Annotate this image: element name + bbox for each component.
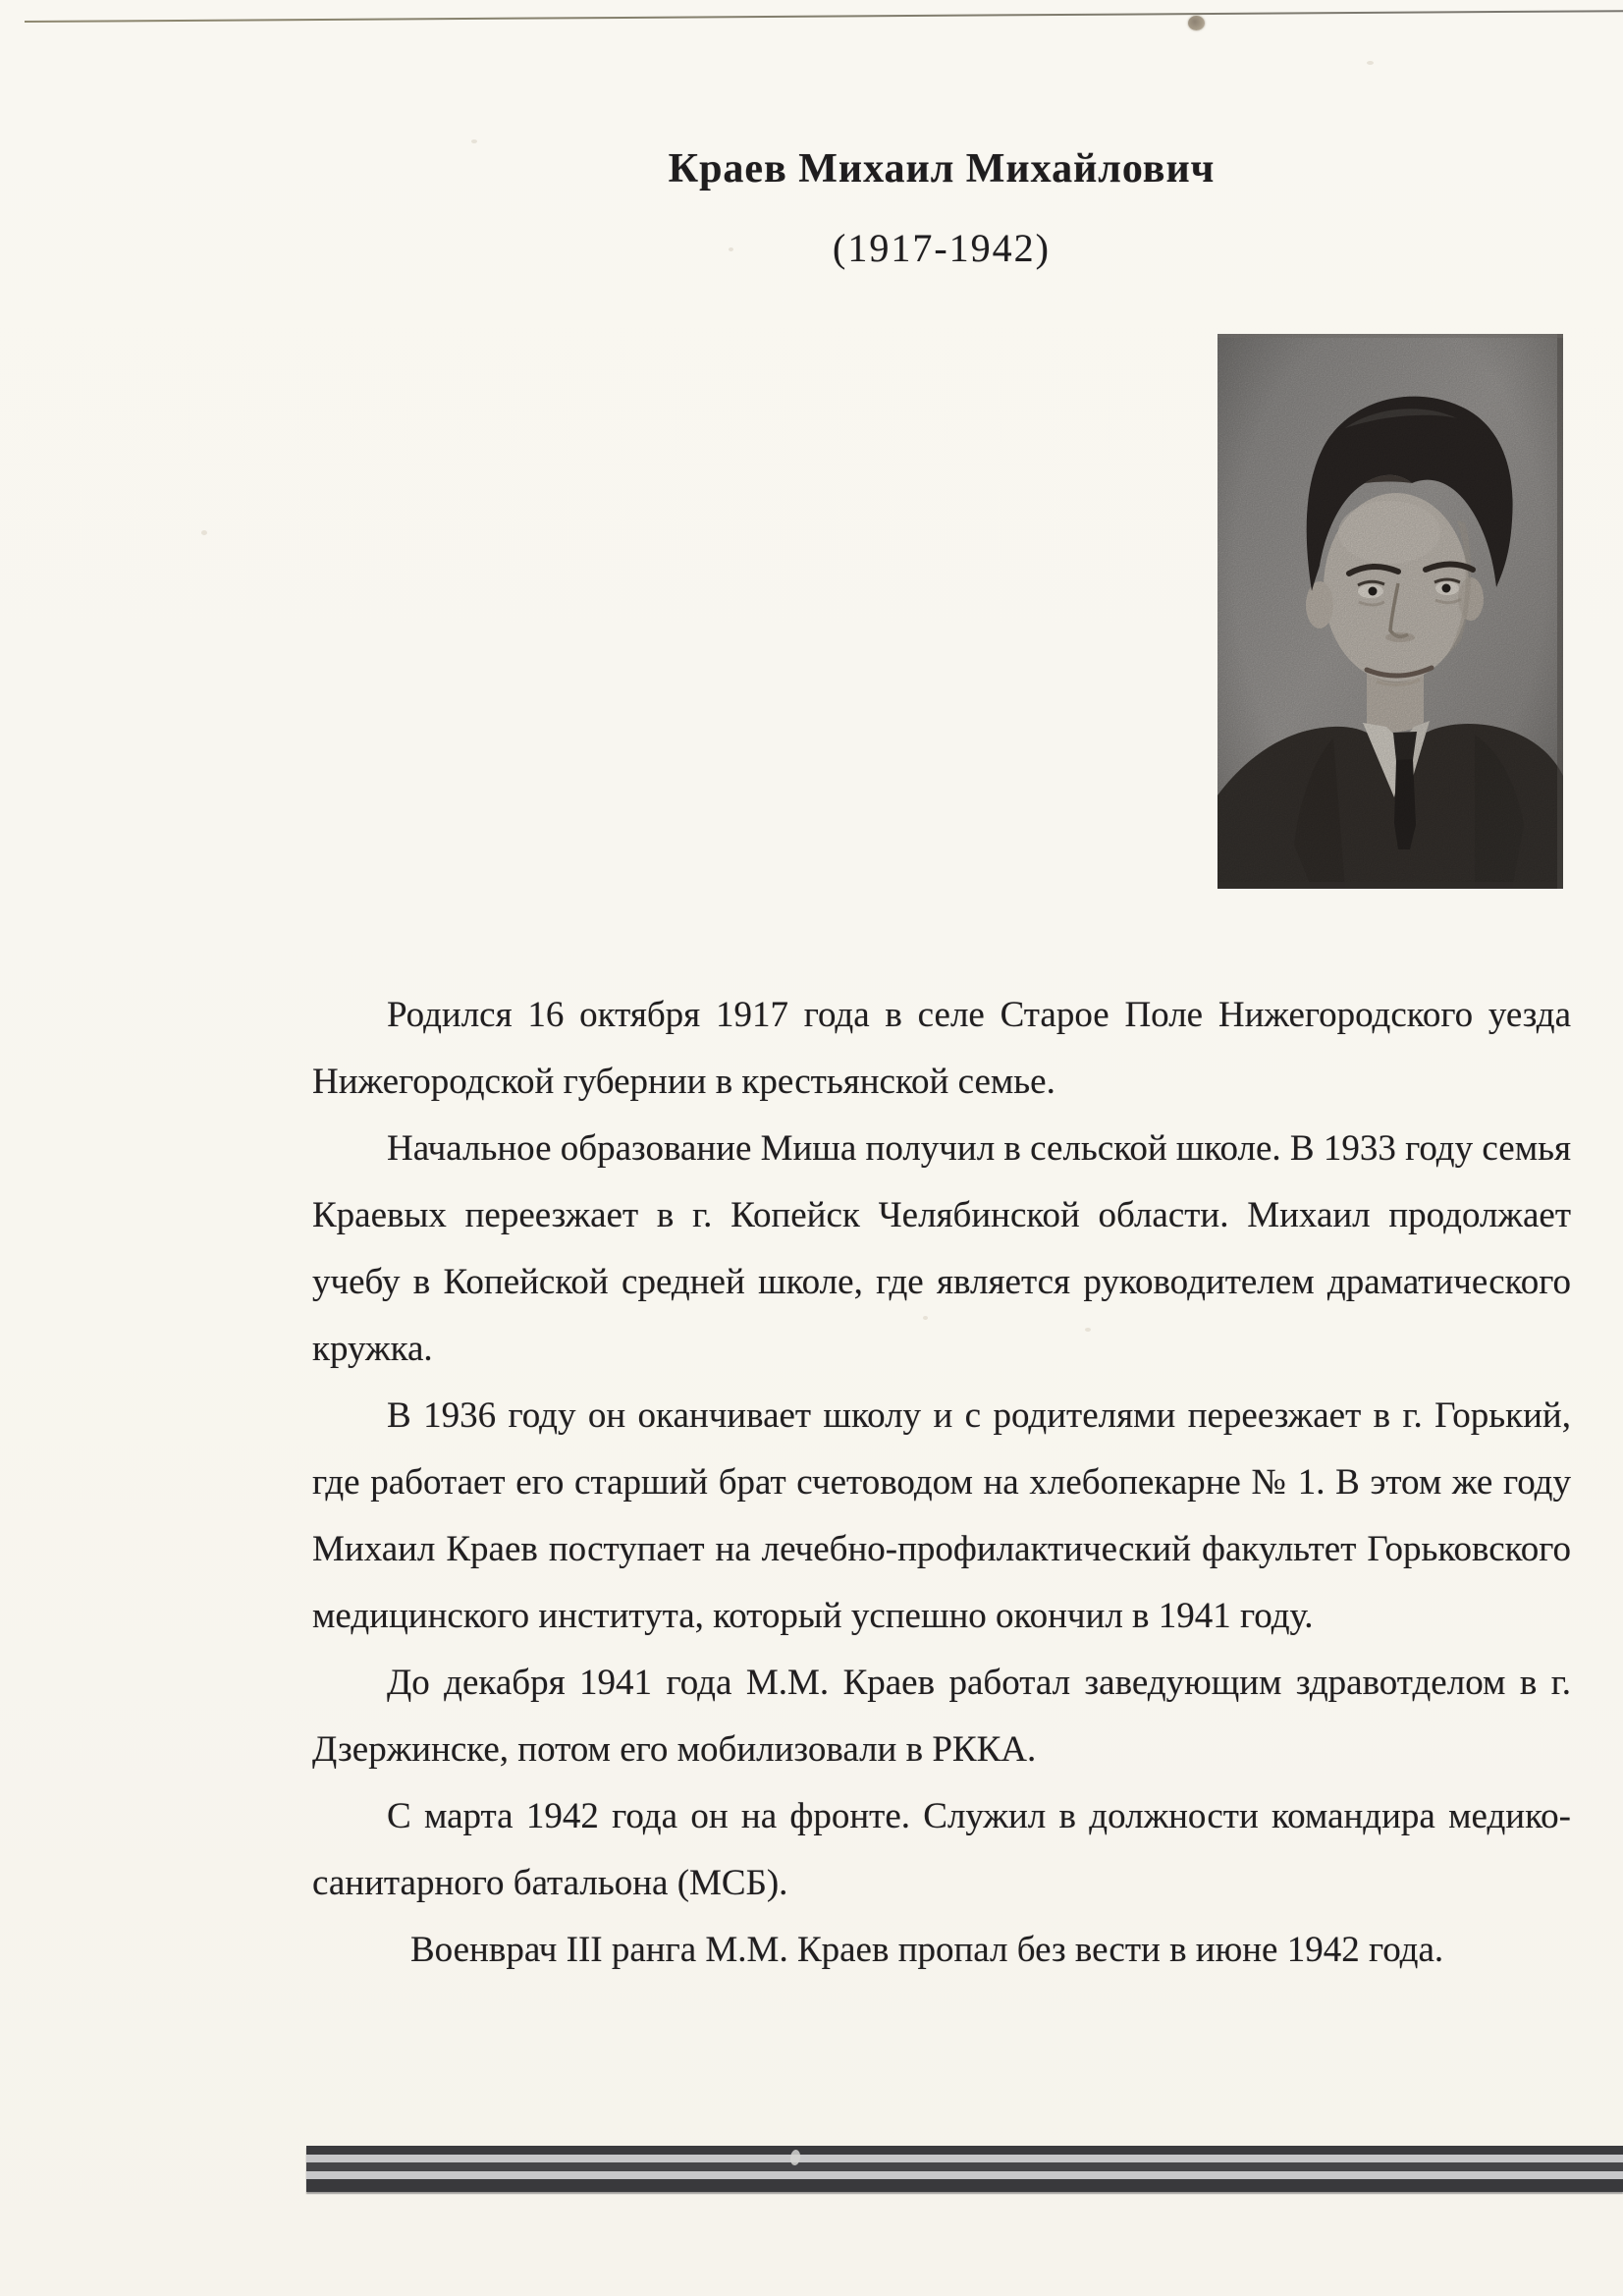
- life-years: (1917-1942): [833, 226, 1051, 270]
- biography-text: [312, 982, 1571, 1984]
- paragraph: Родился 16 октября 1917 года в селе Старое Поле Нижегородского уезда Нижегородской губернии в крестьянской семье.: [312, 995, 1571, 1102]
- ribbon-notch: [789, 2149, 801, 2165]
- portrait-photo: [1217, 334, 1563, 889]
- document-header: [312, 145, 1571, 271]
- portrait-photo-image: [1217, 334, 1563, 889]
- scan-speck: [471, 139, 477, 143]
- paragraph: С марта 1942 года он на фронте. Служил в должности командира медико-санитарного батальона (МСБ).: [312, 1796, 1571, 1903]
- scan-edge-line: [25, 10, 1623, 23]
- paragraph: В 1936 году он оканчивает школу и с родителями переезжает в г. Горький, где работает его старший брат счетоводом на хлебопекарне № 1. В этом же году Михаил Краев поступает на лечебно-профилактический факультет Горьковского медицинского института, который успешно окончил в 1941 году.: [312, 1395, 1571, 1636]
- page-title: Краев Михаил Михайлович: [668, 146, 1216, 191]
- memorial-ribbon: [306, 2146, 1623, 2192]
- paragraph: Военврач III ранга М.М. Краев пропал без вести в июне 1942 года.: [410, 1930, 1444, 1970]
- punch-hole-dot: [1188, 16, 1205, 30]
- scan-speck: [201, 530, 207, 535]
- paragraph: Начальное образование Миша получил в сельской школе. В 1933 году семья Краевых переезжает в г. Копейск Челябинской области. Михаил продолжает учебу в Копейской средней школе, где является руководителем драматического кружка.: [312, 1128, 1571, 1369]
- paragraph: До декабря 1941 года М.М. Краев работал заведующим здравотделом в г. Дзержинске, потом его мобилизовали в РККА.: [312, 1663, 1571, 1770]
- scan-speck: [1367, 61, 1374, 65]
